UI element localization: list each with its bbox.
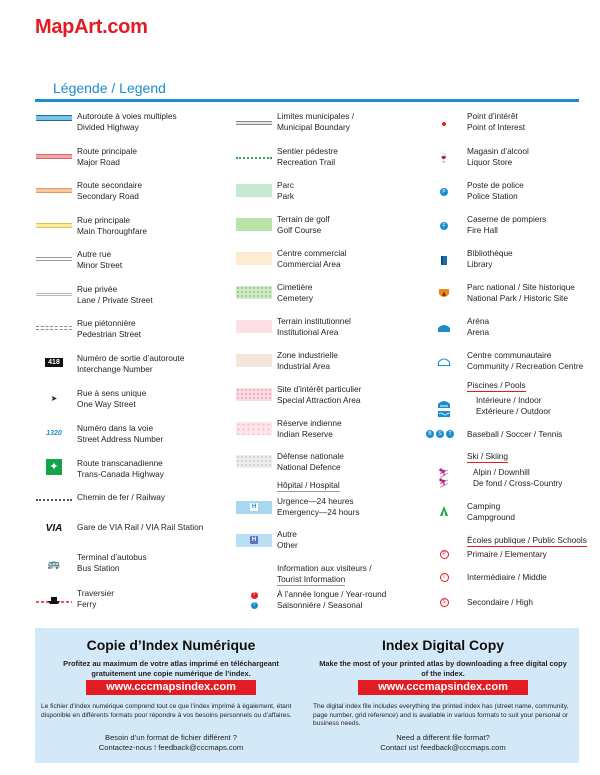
legend-label-en: Institutional Area [277,327,339,337]
sports-icons [426,427,462,441]
legend-label-en: Campground [467,512,515,522]
legend-label-en: Trans-Canada Highway [77,469,164,479]
legend-label-fr: Numéro dans la voie [77,423,154,433]
legend-label: Primaire / Elementary [467,549,547,559]
interchange-badge-text: 418 [45,358,63,367]
index-url-link-fr[interactable]: www.cccmapsindex.com [86,680,256,695]
liquor-store-icon: 🍷 [438,152,450,163]
industrial-area-swatch [236,353,272,367]
schools-header: Écoles publique / Public Schools [467,535,587,545]
legend-label-fr: Chemin de fer / Railway [77,492,166,502]
legend-label-fr: Terrain de golf [277,214,330,224]
camping-icon [426,504,462,518]
hospital-other-icon [236,533,272,547]
railway-line-icon [36,493,72,507]
interchange-number-badge [36,355,72,369]
point-of-interest-icon [426,117,462,131]
major-road-line-icon [36,149,72,163]
tourist-header-en: Tourist Information [277,574,346,584]
hospital-header: Hôpital / Hospital [277,480,340,490]
legend-label-fr: Numéro de sortie d’autoroute [77,353,185,363]
legend-label-fr: Traversier [77,588,115,598]
legend-label-en: Emergency—24 hours [277,507,360,517]
legend-label-fr: Alpin / Downhill [473,467,530,477]
soccer-icon: S [436,430,444,438]
legend-label-en: Police Station [467,191,518,201]
legend-label-en: Liquor Store [467,157,513,167]
municipal-boundary-line-icon [236,116,272,130]
tourist-info-seasonal-icon [236,598,272,612]
legend-label-fr: Route principale [77,146,137,156]
tennis-icon: T [446,430,454,438]
institutional-area-swatch [236,319,272,333]
legend-label-fr: Camping [467,501,501,511]
ski-cross-country-icon: ⛷ [438,477,450,488]
legend-label-fr: Zone industrielle [277,350,338,360]
hospital-badge-text: H [251,504,257,510]
legend-label-fr: Rue privée [77,284,118,294]
legend-label-fr: Poste de police [467,180,524,190]
legend-label-fr: Gare de VIA Rail / VIA Rail Station [77,522,204,532]
legend-label-en: Commercial Area [277,259,341,269]
legend-label-fr: Urgence—24 heures [277,496,354,506]
via-badge-text: VIA [45,522,63,534]
legend-label-fr: Sentier pédestre [277,146,338,156]
legend-label-fr: Terrain institutionnel [277,316,351,326]
legend-label-fr: Rue à sens unique [77,388,147,398]
maple-leaf-icon: ✦ [36,460,72,474]
hospital-emergency-icon [236,500,272,514]
national-park-icon [426,287,462,301]
legend-label-fr: Autre rue [77,249,112,259]
legend-label-fr: Centre communautaire [467,350,552,360]
address-badge-text: 1320 [46,429,62,437]
legend-label-en: Municipal Boundary [277,122,350,132]
legend-label-en: Community / Recreation Centre [467,361,584,371]
ski-header: Ski / Skiing [467,451,509,461]
legend-label-en: National Defence [277,462,341,472]
special-attraction-swatch [236,387,272,401]
legend-label: Baseball / Soccer / Tennis [467,429,563,439]
legend-label: Saisonnière / Seasonal [277,600,363,610]
legend-label-fr: Autre [277,529,297,539]
panel-title-en: Index Digital Copy [381,637,505,653]
legend-label-en: One Way Street [77,399,136,409]
maparts-logo[interactable]: MapArt.com [35,16,148,38]
legend-label-fr: Magasin d’alcool [467,146,529,156]
legend-label-en: Park [277,191,295,201]
school-badge-text: S [440,598,449,607]
panel-body-fr: Le fichier d’index numérique comprend tout ce que l’index imprimé à également, étant disponible en différents formats pour répondre à vos besoins personnels ou d’affaires. [41,703,292,719]
legend-label-en: Recreation Trail [277,157,336,167]
legend-label-en: Ferry [77,599,97,609]
legend-label-en: Point of Interest [467,122,526,132]
via-rail-logo-icon [36,521,72,535]
legend-label-en: Fire Hall [467,225,498,235]
panel-subtitle-en: Make the most of your printed atlas by downloading a free digital copy of the index. [319,659,567,678]
legend-label-en: Library [467,259,493,269]
cemetery-swatch [236,285,272,299]
legend-label-en: Extérieure / Outdoor [476,406,551,416]
legend-label-en: National Park / Historic Site [467,293,568,303]
recreation-trail-line-icon [236,151,272,165]
legend-label-en: Bus Station [77,563,120,573]
legend-label-en: Other [277,540,298,550]
legend-label-en: Arena [467,327,490,337]
legend-label-fr: Autoroute à voies multiples [77,111,177,121]
legend-label-en: Major Road [77,157,120,167]
index-url-link-en[interactable]: www.cccmapsindex.com [358,680,528,695]
fire-hall-icon: F [426,219,462,233]
arena-icon [426,321,462,335]
legend-label-en: Lane / Private Street [77,295,153,305]
school-middle-icon [426,570,462,584]
golf-course-swatch [236,217,272,231]
legend-label-en: Indian Reserve [277,429,333,439]
digital-index-en [307,628,579,763]
main-thoroughfare-line-icon [36,218,72,232]
tourist-badge-text: ? [251,592,258,599]
pedestrian-street-line-icon [36,321,72,335]
panel-title-fr: Copie d’Index Numérique [86,637,256,653]
lane-line-icon [36,287,72,301]
legend-label-fr: Réserve indienne [277,418,342,428]
library-icon [426,253,462,267]
legend-label-en: Interchange Number [77,364,153,374]
feedback-email-link-fr[interactable]: Contactez-nous ! feedback@cccmaps.com [98,743,244,752]
indian-reserve-swatch [236,421,272,435]
legend-label: À l’année longue / Year-round [277,589,387,599]
digital-index-panel [35,628,579,763]
hospital-badge-text: H [251,537,257,543]
commercial-area-swatch [236,251,272,265]
minor-street-line-icon [36,252,72,266]
pool-outdoor-icon [426,407,462,421]
legend-label: Secondaire / High [467,597,533,607]
legend-label-fr: Parc national / Site historique [467,282,575,292]
national-defence-swatch [236,454,272,468]
feedback-email-link-en[interactable]: Contact us! feedback@cccmaps.com [380,743,506,752]
legend-label-fr: Limites municipales / [277,111,355,121]
school-primary-icon [426,547,462,561]
legend-label-en: Pedestrian Street [77,329,142,339]
legend-label-fr: Aréna [467,316,490,326]
legend-label-en: Street Address Number [77,434,164,444]
legend-label-fr: Point d’intérêt [467,111,518,121]
legend-label-en: De fond / Cross-Country [473,478,563,488]
divided-highway-line-icon [36,111,72,125]
legend-label-en: Industrial Area [277,361,331,371]
legend-label-fr: Site d’intérêt particulier [277,384,362,394]
legend-label-fr: Rue principale [77,215,131,225]
legend-label-en: Golf Course [277,225,322,235]
legend-label-en: Special Attraction Area [277,395,361,405]
legend-label-fr: Défense nationale [277,451,344,461]
panel-body-en: The digital index file includes everything the printed index has (street name, community, page number, grid reference) and is available in various formats to suit your personal or business needs. [313,703,569,727]
legend-label-en: Secondary Road [77,191,139,201]
one-way-arrow-icon: ➤ [50,393,58,403]
community-centre-icon [426,355,462,369]
legend-label-fr: Parc [277,180,295,190]
panel-need-format-en: Need a different file format? [396,733,490,742]
legend-label-en: Minor Street [77,260,123,270]
legend-label-fr: Bibliothèque [467,248,513,258]
park-swatch [236,183,272,197]
panel-need-format-fr: Besoin d’un format de fichier différent ? [105,733,237,742]
legend-label-fr: Centre commercial [277,248,347,258]
ferry-icon [36,592,72,606]
legend-label-fr: Caserne de pompiers [467,214,547,224]
legend-label-fr: Rue piétonnière [77,318,136,328]
pools-header: Piscines / Pools [467,380,526,390]
tourist-badge-text: ? [251,602,258,609]
digital-index-fr [35,628,307,763]
legend-label-fr: Terminal d’autobus [77,552,147,562]
legend-label-fr: Route secondaire [77,180,143,190]
legend-label-fr: Intérieure / Indoor [476,395,542,405]
legend-label-fr: Cimetière [277,282,313,292]
tourist-header-fr: Information aux visiteurs / [277,563,372,573]
legend-divider [35,99,579,102]
ski-downhill-icon: ⛷ [438,467,450,478]
police-icon: P [426,185,462,199]
school-badge-text: I [440,573,449,582]
legend-title: Légende / Legend [53,80,166,96]
address-number-badge [36,426,72,440]
panel-contact-en [307,733,579,753]
secondary-road-line-icon [36,183,72,197]
legend-label-en: Main Thoroughfare [77,226,147,236]
bus-icon: 🚌 [47,558,61,570]
panel-subtitle-fr: Profitez au maximum de votre atlas imprimé en téléchargeant gratuitement une copie numérique de l’index. [63,659,279,678]
legend-label: Intermédiaire / Middle [467,572,547,582]
school-badge-text: P [440,550,449,559]
panel-contact-fr [35,733,307,753]
baseball-icon: B [426,430,434,438]
legend-label-fr: Route transcanadienne [77,458,163,468]
legend-label-en: Cemetery [277,293,313,303]
school-high-icon [426,595,462,609]
legend-label-en: Divided Highway [77,122,139,132]
